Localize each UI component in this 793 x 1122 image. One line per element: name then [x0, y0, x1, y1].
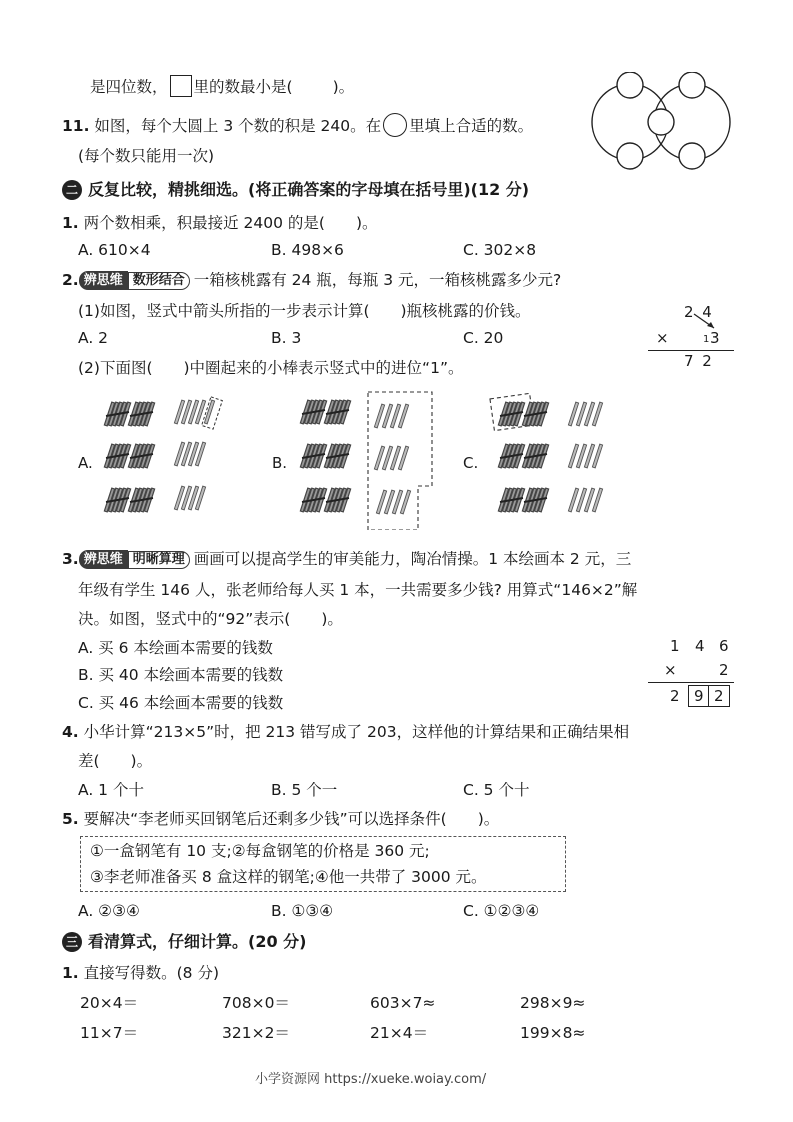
s2-q4-option-c: C. 5 个十: [463, 781, 530, 799]
calc-item[interactable]: 321×2＝: [222, 1024, 290, 1042]
q11-note: (每个数只能用一次): [78, 147, 215, 165]
s2-q5-option-a: A. ②③④: [78, 902, 140, 920]
section-3-title: 三 看清算式，仔细计算。(20 分): [62, 932, 306, 952]
vertical-calc-146x2: 1 4 6 × 2 2 9 2: [648, 634, 738, 710]
s2-q5: 5. 要解决“李老师买回钢笔后还剩多少钱”可以选择条件( )。: [62, 810, 500, 828]
s2-q2-sub1-option-c: C. 20: [463, 329, 504, 347]
section-2-title: 二 反复比较，精挑细选。(将正确答案的字母填在括号里)(12 分): [62, 180, 529, 200]
calc-item[interactable]: 199×8≈: [520, 1024, 586, 1042]
condition-line-2: ③李老师准备买 8 盒这样的钢笔;④他一共带了 3000 元。: [90, 868, 487, 886]
s2-q2: 2. 辨思维 数形结合 一箱核桃露有 24 瓶，每瓶 3 元，一箱核桃露多少元?: [62, 271, 562, 289]
s2-q1-option-b: B. 498×6: [271, 241, 344, 259]
answer-circle[interactable]: [383, 113, 407, 137]
vertical-calc-24x3: 2 4 × 1 3 7 2: [648, 300, 738, 372]
s2-q2-sub1-option-a: A. 2: [78, 329, 109, 347]
calc-item[interactable]: 11×7＝: [80, 1024, 139, 1042]
pic-label-b: B.: [272, 454, 288, 472]
sticks-figures: [70, 390, 750, 530]
circles-diagram: [586, 72, 736, 172]
tag-thinking: 辨思维: [79, 550, 128, 569]
tag-reasoning: 明晰算理: [128, 551, 190, 569]
calc-item[interactable]: 708×0＝: [222, 994, 290, 1012]
arrow-icon: [692, 312, 718, 332]
pic-label-c: C.: [463, 454, 479, 472]
tag-shape-number: 数形结合: [128, 272, 190, 290]
s2-q2-sub1-option-b: B. 3: [271, 329, 302, 347]
s2-q3-line3: 决。如图，竖式中的“92”表示( )。: [78, 610, 343, 628]
s2-q2-sub1: (1)如图，竖式中箭头所指的一步表示计算( )瓶核桃露的价钱。: [78, 302, 531, 320]
footer-watermark: 小学资源网 https://xueke.woiay.com/: [255, 1072, 487, 1087]
condition-line-1: ①一盒钢笔有 10 支;②每盒钢笔的价格是 360 元;: [90, 842, 430, 860]
s2-q4-option-b: B. 5 个一: [271, 781, 338, 799]
pic-label-a: A.: [78, 454, 93, 472]
q11-line: 11. 如图，每个大圆上 3 个数的积是 240。在 里填上合适的数。: [62, 113, 533, 137]
s2-q3-option-c: C. 买 46 本绘画本需要的钱数: [78, 694, 284, 712]
s2-q1-option-a: A. 610×4: [78, 241, 151, 259]
carry-digit: 1: [703, 334, 710, 345]
s2-q3-line1: 3. 辨思维 明晰算理 画画可以提高学生的审美能力，陶冶情操。1 本绘画本 2 元，三: [62, 550, 632, 568]
q10-tail: 是四位数， 里的数最小是( )。: [90, 75, 354, 97]
small-circle: [648, 109, 674, 135]
s2-q4-line1: 4. 小华计算“213×5”时，把 213 错写成了 203，这样他的计算结果和正确结果相: [62, 723, 630, 741]
s2-q4-line2: 差( )。: [78, 752, 153, 770]
calc-item[interactable]: 298×9≈: [520, 994, 586, 1012]
s2-q3-line2: 年级有学生 146 人，张老师给每人买 1 本，一共需要多少钱? 用算式“146×2”解: [78, 581, 638, 599]
calc-item[interactable]: 21×4＝: [370, 1024, 429, 1042]
small-circle: [679, 72, 705, 98]
tag-thinking: 辨思维: [79, 271, 128, 290]
s2-q1: 1. 两个数相乘，积最接近 2400 的是( )。: [62, 214, 378, 232]
s2-q4-option-a: A. 1 个十: [78, 781, 144, 799]
small-circle: [617, 72, 643, 98]
s2-q5-option-c: C. ①②③④: [463, 902, 540, 920]
s2-q1-option-c: C. 302×8: [463, 241, 537, 259]
small-circle: [617, 143, 643, 169]
s2-q3-option-a: A. 买 6 本绘画本需要的钱数: [78, 639, 273, 657]
s2-q5-option-b: B. ①③④: [271, 902, 334, 920]
s2-q3-option-b: B. 买 40 本绘画本需要的钱数: [78, 666, 284, 684]
s3-q1: 1. 直接写得数。(8 分): [62, 964, 220, 982]
small-circle: [679, 143, 705, 169]
calc-item[interactable]: 20×4＝: [80, 994, 139, 1012]
calc-item[interactable]: 603×7≈: [370, 994, 436, 1012]
answer-box[interactable]: [170, 75, 192, 97]
s2-q2-sub2: (2)下面图( )中圈起来的小棒表示竖式中的进位“1”。: [78, 359, 464, 377]
